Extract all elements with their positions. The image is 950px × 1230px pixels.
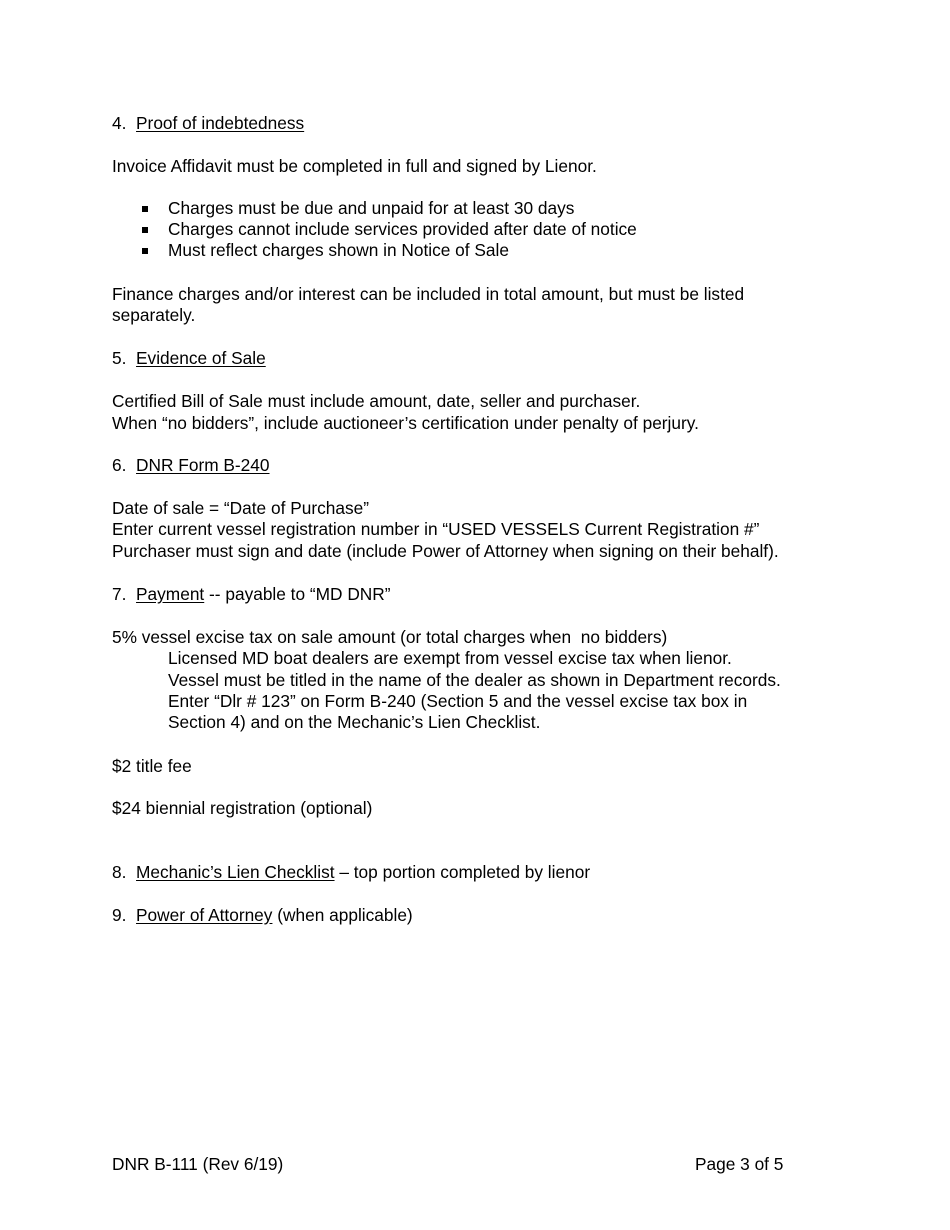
title-fee-line: $2 title fee — [112, 756, 192, 776]
section-title: Proof of indebtedness — [136, 113, 305, 133]
section-title-suffix: (when applicable) — [272, 905, 413, 925]
section-9-heading — [112, 905, 413, 926]
footer-page-number: Page 3 of 5 — [695, 1154, 784, 1174]
section-title: Power of Attorney — [136, 905, 273, 925]
section-4-intro: Invoice Affidavit must be completed in full and signed by Lienor. — [112, 156, 597, 176]
section-8-heading — [112, 862, 590, 883]
section-title: Evidence of Sale — [136, 348, 266, 368]
section-6-heading — [112, 455, 270, 476]
section-title: Payment — [136, 584, 205, 604]
section-number: 8. — [112, 862, 127, 882]
section-5-heading — [112, 348, 266, 369]
paragraph-line: Date of sale = “Date of Purchase” — [112, 498, 369, 518]
section-title-suffix: – top portion completed by lienor — [334, 862, 591, 882]
list-item: Charges cannot include services provided after date of notice — [168, 219, 637, 239]
section-number: 9. — [112, 905, 127, 925]
square-bullet-icon — [142, 206, 148, 212]
section-title: Mechanic’s Lien Checklist — [136, 862, 335, 882]
section-number: 4. — [112, 113, 127, 133]
footer-form-id: DNR B-111 (Rev 6/19) — [112, 1154, 284, 1174]
indented-line: Section 4) and on the Mechanic’s Lien Checklist. — [168, 712, 541, 732]
paragraph-line: Certified Bill of Sale must include amount, date, seller and purchaser. — [112, 391, 641, 411]
square-bullet-icon — [142, 248, 148, 254]
paragraph-line: When “no bidders”, include auctioneer’s certification under penalty of perjury. — [112, 413, 699, 433]
indented-line: Vessel must be titled in the name of the dealer as shown in Department records. — [168, 670, 781, 690]
registration-line: $24 biennial registration (optional) — [112, 798, 373, 818]
indented-line: Enter “Dlr # 123” on Form B-240 (Section 5 and the vessel excise tax box in — [168, 691, 748, 711]
paragraph-line: Finance charges and/or interest can be included in total amount, but must be listed — [112, 284, 745, 304]
list-item: Must reflect charges shown in Notice of Sale — [168, 240, 509, 260]
list-item: Charges must be due and unpaid for at least 30 days — [168, 198, 575, 218]
section-4-heading — [112, 113, 304, 134]
section-title: DNR Form B-240 — [136, 455, 270, 475]
section-number: 5. — [112, 348, 127, 368]
indented-line: Licensed MD boat dealers are exempt from vessel excise tax when lienor. — [168, 648, 732, 668]
paragraph-line: Enter current vessel registration number in “USED VESSELS Current Registration #” — [112, 519, 760, 539]
paragraph-line: separately. — [112, 305, 196, 325]
paragraph-line: Purchaser must sign and date (include Power of Attorney when signing on their behalf). — [112, 541, 779, 561]
paragraph-line: 5% vessel excise tax on sale amount (or total charges when no bidders) — [112, 627, 668, 647]
section-7-heading — [112, 584, 391, 605]
section-number: 7. — [112, 584, 127, 604]
square-bullet-icon — [142, 227, 148, 233]
section-title-suffix: -- payable to “MD DNR” — [204, 584, 391, 604]
section-number: 6. — [112, 455, 127, 475]
